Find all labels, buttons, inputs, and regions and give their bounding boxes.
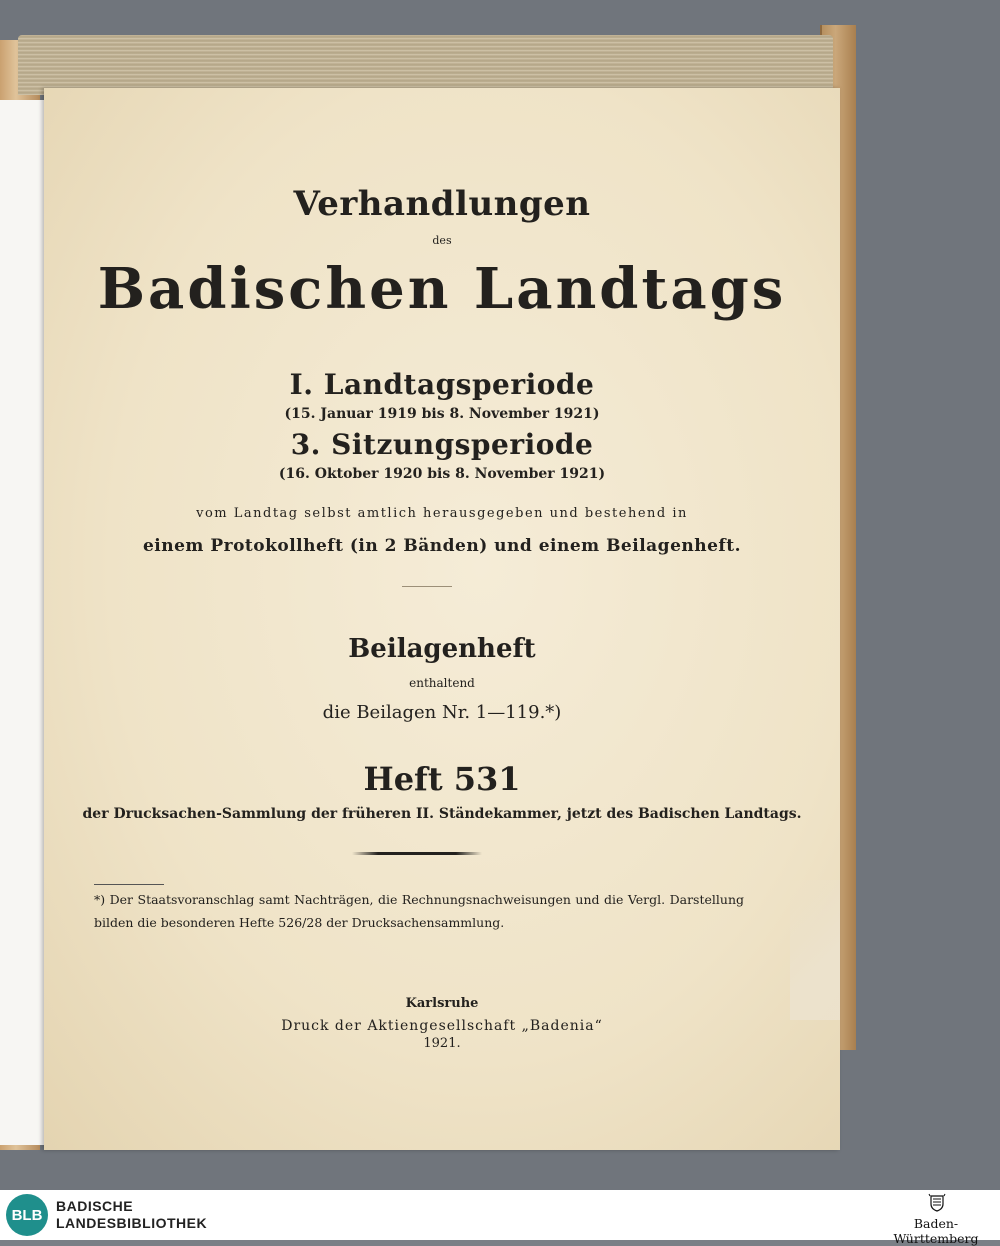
containing-label: enthaltend <box>409 676 475 690</box>
legislative-period: I. Landtagsperiode <box>289 368 595 401</box>
supplement-range: die Beilagen Nr. 1—119.*) <box>322 702 562 723</box>
blb-logo-icon[interactable]: BLB <box>6 1194 48 1236</box>
library-name[interactable] <box>56 1198 207 1232</box>
session-period: 3. Sitzungsperiode <box>290 428 594 461</box>
publication-note: vom Landtag selbst amtlich herausgegeben und bestehend in <box>196 506 688 521</box>
legislative-period-dates: (15. Januar 1919 bis 8. November 1921) <box>284 406 600 422</box>
article-des: des <box>432 234 452 247</box>
main-title: Badischen Landtags <box>97 256 787 322</box>
library-name-line1: BADISCHE <box>56 1198 134 1214</box>
imprint-place: Karlsruhe <box>405 996 479 1011</box>
imprint-printer: Druck der Aktiengesellschaft „Badenia“ <box>281 1018 603 1034</box>
document-title: Verhandlungen <box>293 184 591 224</box>
baden-wuerttemberg-coat-of-arms-icon <box>927 1193 947 1213</box>
page-block-top-edge <box>18 35 833 95</box>
session-period-dates: (16. Oktober 1920 bis 8. November 1921) <box>278 466 606 482</box>
state-name: Baden-Württemberg <box>893 1216 979 1246</box>
volume-parts: einem Protokollheft (in 2 Bänden) und einem Beilagenheft. <box>142 536 742 556</box>
title-page <box>44 88 840 1150</box>
footnote: *) Der Staatsvoranschlag samt Nachträgen, die Rechnungsnachweisungen und die Vergl. Darstellung bilden die besonderen Hefte 526/28 der Drucksachensammlung. <box>94 892 744 930</box>
ornamental-rule <box>352 852 482 855</box>
imprint-year: 1921. <box>423 1036 461 1051</box>
page-corner-wear <box>790 880 840 1020</box>
divider-rule <box>402 586 452 587</box>
collection-note: der Drucksachen-Sammlung der früheren II. Ständekammer, jetzt des Badischen Landtags. <box>82 806 802 822</box>
footnote-rule <box>94 884 164 885</box>
library-name-line2: LANDESBIBLIOTHEK <box>56 1215 208 1231</box>
footer-bar <box>0 1190 1000 1246</box>
issue-number: Heft 531 <box>363 760 521 798</box>
supplement-heading: Beilagenheft <box>348 634 536 664</box>
